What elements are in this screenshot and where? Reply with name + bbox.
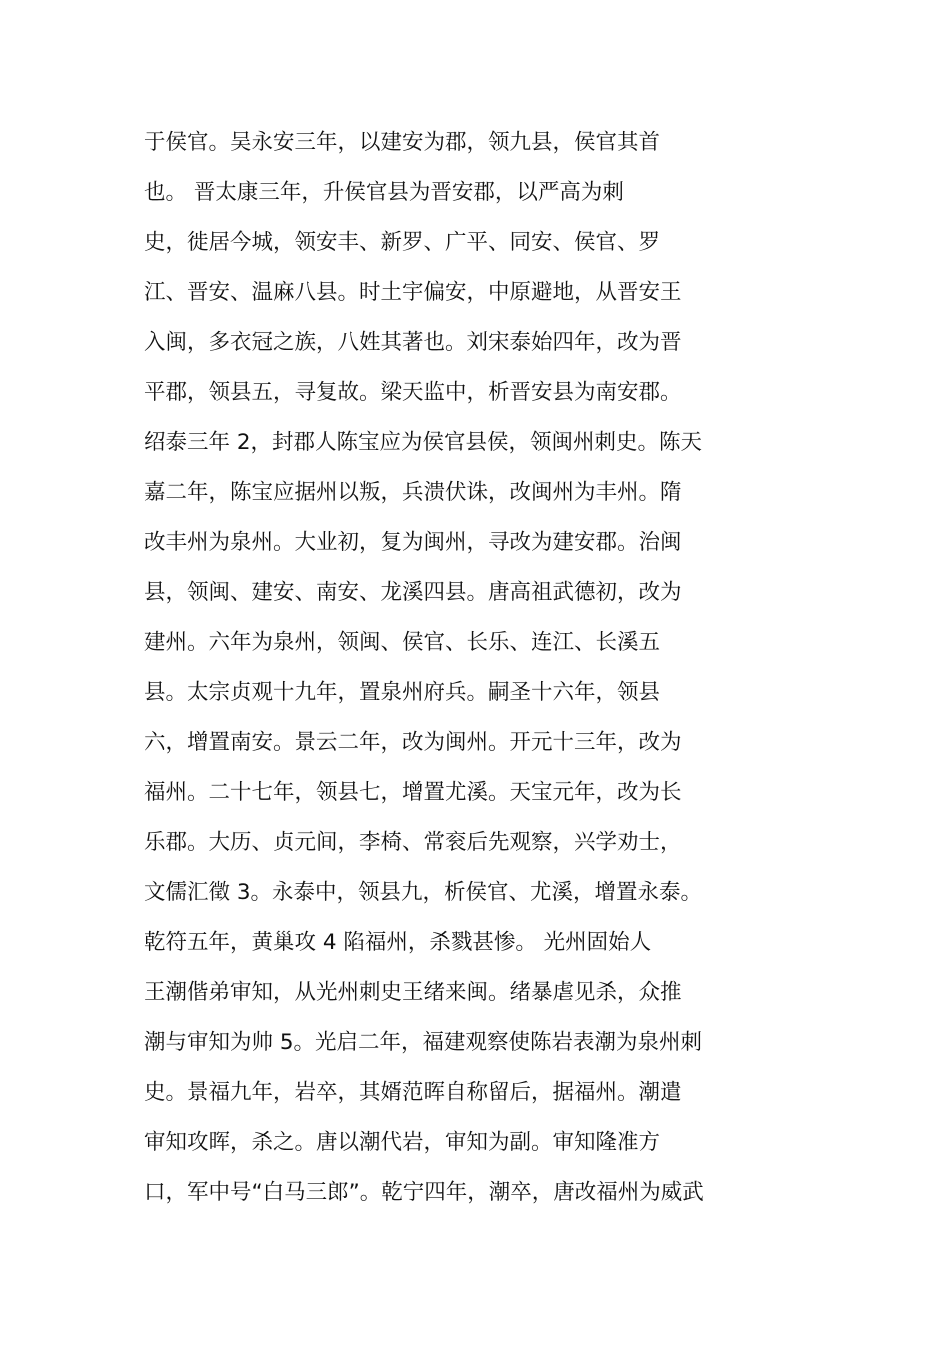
- text-line: 江、晋安、温麻八县。时土宇偏安，中原避地，从晋安王: [144, 280, 682, 305]
- text-line: 史。景福九年，岩卒，其婿范晖自称留后，据福州。潮遣: [144, 1080, 682, 1105]
- text-line: 绍泰三年 2，封郡人陈宝应为侯官县侯，领闽州刺史。陈天: [144, 430, 703, 455]
- text-line: 文儒汇徵 3。永泰中，领县九，析侯官、尤溪，增置永泰。: [144, 880, 703, 905]
- text-line: 口，军中号“白马三郎”。乾宁四年，潮卒，唐改福州为威武: [144, 1180, 704, 1205]
- text-line: 乐郡。大历、贞元间，李椅、常衮后先观察，兴学劝士，: [144, 830, 682, 855]
- text-line: 王潮偕弟审知，从光州刺史王绪来闽。绪暴虐见杀，众推: [144, 980, 682, 1005]
- text-line: 建州。六年为泉州，领闽、侯官、长乐、连江、长溪五: [144, 630, 661, 655]
- text-line: 县，领闽、建安、南安、龙溪四县。唐高祖武德初，改为: [144, 580, 682, 605]
- text-line: 于侯官。吴永安三年，以建安为郡，领九县，侯官其首: [144, 130, 661, 155]
- text-line: 也。 晋太康三年，升侯官县为晋安郡，以严高为刺: [144, 180, 624, 205]
- text-line: 入闽，多衣冠之族，八姓其著也。刘宋泰始四年，改为晋: [144, 330, 682, 355]
- text-line: 福州。二十七年，领县七，增置尤溪。天宝元年，改为长: [144, 780, 682, 805]
- text-line: 乾符五年，黄巢攻 4 陷福州，杀戮甚惨。 光州固始人: [144, 930, 652, 955]
- text-line: 嘉二年，陈宝应据州以叛，兵溃伏诛，改闽州为丰州。隋: [144, 480, 682, 505]
- text-line: 审知攻晖，杀之。唐以潮代岩，审知为副。审知隆准方: [144, 1130, 661, 1155]
- text-line: 县。太宗贞观十九年，置泉州府兵。嗣圣十六年，领县: [144, 680, 661, 705]
- text-line: 平郡，领县五，寻复故。梁天监中，析晋安县为南安郡。: [144, 380, 682, 405]
- text-line: 六，增置南安。景云二年，改为闽州。开元十三年，改为: [144, 730, 682, 755]
- text-line: 潮与审知为帅 5。光启二年，福建观察使陈岩表潮为泉州刺: [144, 1030, 703, 1055]
- text-line: 改丰州为泉州。大业初，复为闽州，寻改为建安郡。治闽: [144, 530, 682, 555]
- text-line: 史，徙居今城，领安丰、新罗、广平、同安、侯官、罗: [144, 230, 661, 255]
